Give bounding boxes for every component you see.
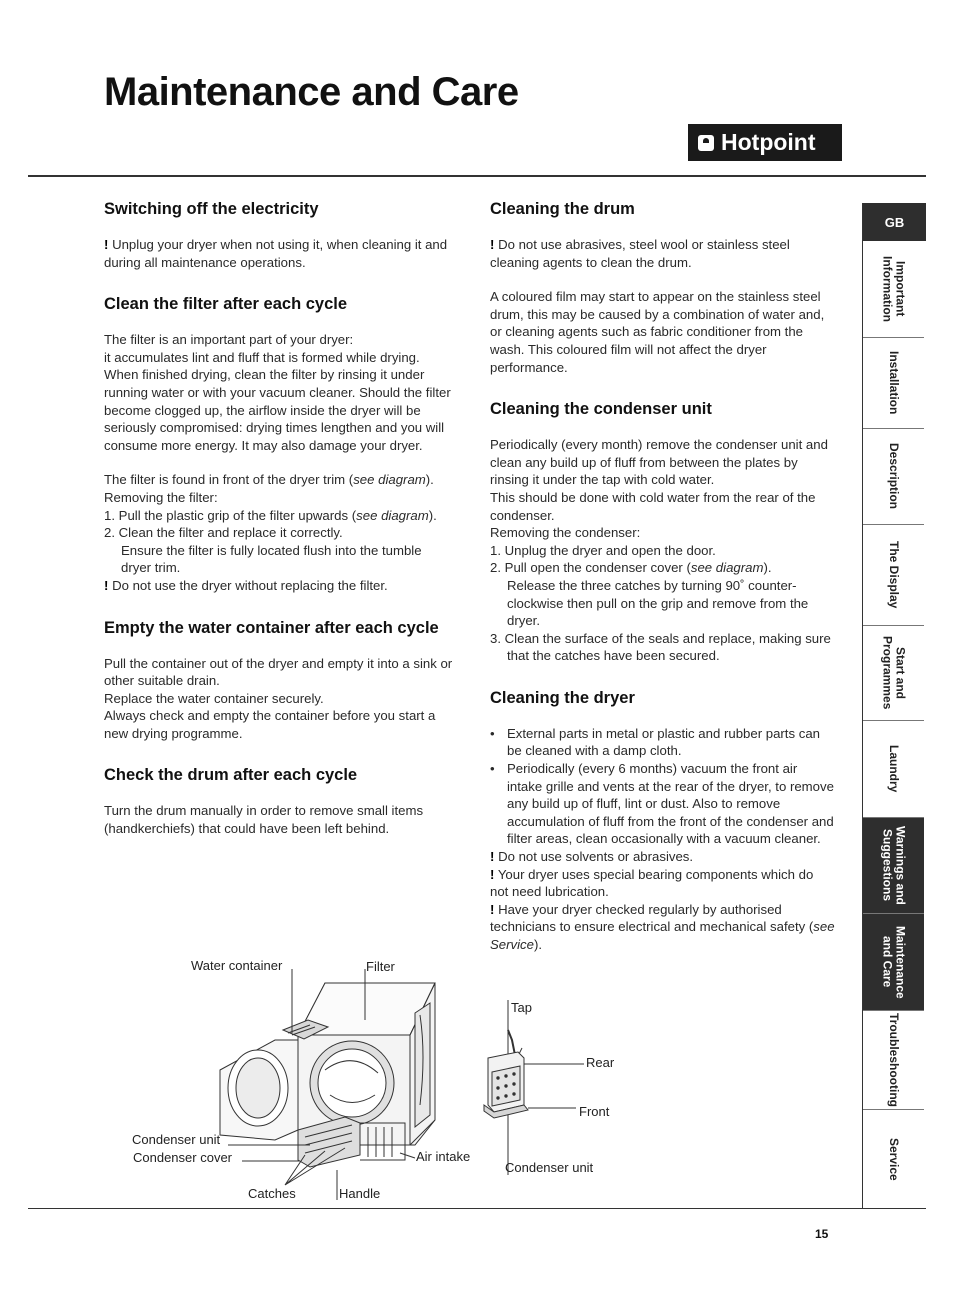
- label-filter: Filter: [366, 959, 395, 974]
- tab-label: Important Information: [880, 256, 908, 322]
- see-service-ref: see Service: [490, 919, 835, 952]
- warning-service: [490, 901, 835, 954]
- filter-step-2: 2. Clean the filter and replace it correctly.: [104, 525, 343, 541]
- list-item: • External parts in metal or plastic and rubber parts can be cleaned with a damp cloth.: [490, 725, 835, 760]
- tab-label: Troubleshooting: [887, 1013, 901, 1107]
- dryer-diagram: [120, 955, 490, 1205]
- warning-mark: !: [104, 237, 109, 252]
- warning-filter-text: Do not use the dryer without replacing the filter.: [112, 577, 388, 593]
- dryer-cleaning-list: [490, 725, 835, 848]
- heading-switching-off: Switching off the electricity: [104, 200, 319, 218]
- label-catches: Catches: [248, 1186, 296, 1201]
- warning-mark: !: [490, 901, 495, 917]
- label-water-container: Water container: [191, 958, 283, 973]
- tab-description[interactable]: [863, 429, 924, 525]
- condenser-step-2-end: ).: [763, 560, 772, 576]
- warning-mark: !: [104, 577, 109, 593]
- condenser-step-2: [490, 559, 835, 577]
- label-air-intake: Air intake: [416, 1149, 471, 1164]
- warning-drum-text: Do not use abrasives, steel wool or stainless steel cleaning agents to clean the drum.: [490, 237, 790, 270]
- warning-drum: [490, 236, 835, 271]
- drum-film-paragraph: A coloured film may start to appear on the stainless steel drum, this may be caused by a combination of water and, or cleaning agents such as fabric conditioner from the wash. This coloured film will not affect the dryer performance.: [490, 289, 825, 375]
- filter-step-2-note: Ensure the filter is fully located flush into the tumble dryer trim.: [121, 542, 422, 576]
- page-title: Maintenance and Care: [104, 70, 519, 114]
- heading-cleaning-dryer: Cleaning the dryer: [490, 688, 635, 707]
- condenser-step-2-text: 2. Pull open the condenser cover (: [490, 560, 691, 576]
- warning-service-text: Have your dryer checked regularly by authorised technicians to ensure electrical and mechanical safety (: [490, 901, 814, 935]
- heading-condenser: Cleaning the condenser unit: [490, 400, 712, 419]
- removing-filter-label: Removing the filter:: [104, 489, 218, 505]
- see-diagram-ref: see diagram: [690, 560, 764, 576]
- heading-check-drum: Check the drum after each cycle: [104, 766, 358, 785]
- tab-label: Description: [887, 443, 901, 510]
- label-condenser-unit-2: Condenser unit: [505, 1160, 594, 1175]
- filter-location: [104, 471, 454, 489]
- warning-solvents: [490, 848, 835, 866]
- warning-unplug-text: Unplug your dryer when not using it, when cleaning it and during all maintenance operations.: [104, 237, 448, 270]
- right-column: [490, 200, 835, 954]
- hotpoint-mark-icon: [698, 135, 714, 151]
- tab-service[interactable]: [863, 1110, 924, 1208]
- warning-solvents-text: Do not use solvents or abrasives.: [498, 849, 694, 865]
- see-diagram-ref: see diagram: [353, 472, 426, 488]
- filter-step-1: [104, 507, 454, 525]
- list-item: • Periodically (every 6 months) vacuum the front air intake grille and vents at the rear of the dryer, to remove any build up of fluff, lint or dust. Also to remove accumulation of fluff from the front of the condenser and filter areas, clean occasionally with a vacuum cleaner.: [490, 760, 835, 848]
- condenser-step-3: 3. Clean the surface of the seals and replace, making sure that the catches have been secured.: [490, 630, 831, 664]
- filter-location-end: ).: [425, 472, 434, 488]
- tab-laundry[interactable]: [863, 721, 924, 818]
- footer-divider: [28, 1208, 926, 1209]
- warning-mark: !: [490, 866, 495, 882]
- hotpoint-logo: [688, 124, 842, 161]
- label-rear: Rear: [586, 1055, 615, 1070]
- warning-mark: !: [490, 237, 495, 252]
- heading-water-container: Empty the water container after each cycle: [104, 618, 439, 637]
- tab-label: The Display: [887, 541, 901, 609]
- label-tap: Tap: [511, 1000, 532, 1015]
- page-number: 15: [815, 1227, 829, 1241]
- heading-cleaning-drum: Cleaning the drum: [490, 200, 635, 218]
- check-drum-paragraph: Turn the drum manually in order to remove small items (handkerchiefs) that could have been left behind.: [104, 803, 424, 837]
- label-condenser-unit: Condenser unit: [132, 1132, 221, 1147]
- tab-installation[interactable]: [863, 338, 924, 429]
- tab-maintenance-and-care[interactable]: [863, 914, 924, 1011]
- heading-clean-filter: Clean the filter after each cycle: [104, 295, 348, 314]
- language-tab-gb[interactable]: GB: [863, 203, 926, 241]
- condenser-tap-diagram: [480, 1000, 620, 1180]
- tab-label: Laundry: [887, 745, 901, 793]
- tab-troubleshooting[interactable]: [863, 1011, 924, 1110]
- tab-important-information[interactable]: [863, 241, 924, 338]
- tab-label: Service: [887, 1137, 901, 1181]
- tab-the-display[interactable]: [863, 525, 924, 626]
- condenser-step-2-note: Release the three catches by turning 90˚ counter-clockwise then pull on the grip and remove from the dryer.: [507, 577, 809, 629]
- tab-start-and-programmes[interactable]: [863, 626, 924, 721]
- filter-step-1-end: ).: [428, 507, 437, 523]
- header-divider: [28, 175, 926, 177]
- label-condenser-cover: Condenser cover: [133, 1150, 232, 1165]
- condenser-paragraph: Periodically (every month) remove the condenser unit and clean any build up of fluff from between the plates by rinsing it under the tap with cold water. This should be done with cold water from the rear of the condenser. Removing the condenser:: [490, 437, 828, 541]
- see-diagram-ref: see diagram: [356, 507, 429, 523]
- tab-warnings-and-suggestions[interactable]: [863, 818, 924, 914]
- warning-mark: !: [490, 849, 495, 865]
- filter-step-1-text: 1. Pull the plastic grip of the filter upwards (: [104, 507, 357, 523]
- tab-label: Start and Programmes: [880, 636, 908, 710]
- left-column: [104, 200, 454, 838]
- water-container-paragraph: Pull the container out of the dryer and empty it into a sink or other suitable drain. Replace the water container securely. Always check and empty the container before you start a new drying programme.: [104, 655, 453, 741]
- warning-bearings: [490, 866, 835, 901]
- tab-label: Installation: [887, 351, 901, 415]
- warning-service-end: ).: [533, 937, 543, 952]
- filter-location-text: The filter is found in front of the dryer trim (: [104, 472, 354, 488]
- label-handle: Handle: [339, 1186, 381, 1201]
- warning-unplug: [104, 236, 454, 271]
- tab-label: Maintenance and Care: [880, 925, 908, 999]
- filter-paragraph: The filter is an important part of your dryer: it accumulates lint and fluff that is formed while drying. When finished drying, clean the filter by rinsing it under running water or with your vacuum cleaner. Should the filter become clogged up, the airflow inside the dryer will be seriously compromised: drying times lengthen and you will consume more energy. It may also damage your dryer.: [104, 332, 451, 453]
- condenser-step-1: 1. Unplug the dryer and open the door.: [490, 542, 716, 558]
- warning-bearings-text: Your dryer uses special bearing components which do not need lubrication.: [490, 866, 814, 900]
- brand-name: Hotpoint: [721, 129, 816, 155]
- warning-filter: [104, 577, 454, 595]
- label-front: Front: [579, 1104, 610, 1119]
- tab-label: Warnings and Suggestions: [880, 826, 908, 905]
